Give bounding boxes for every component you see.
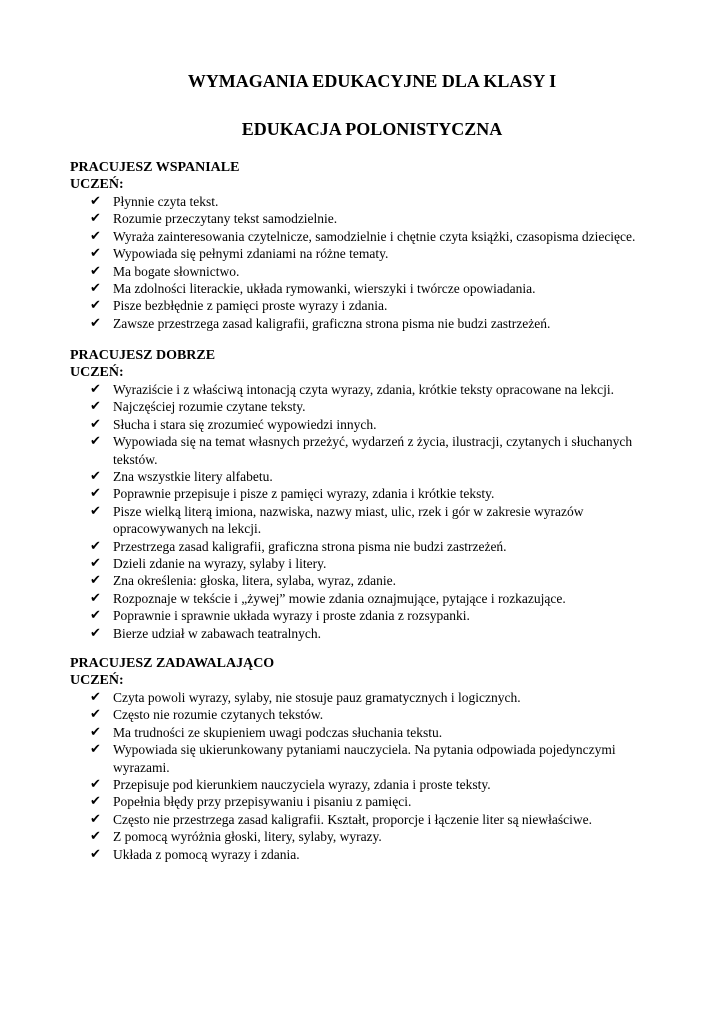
checkmark-icon: ✔ [90, 794, 101, 810]
list-item [90, 607, 674, 624]
list-item [90, 433, 674, 468]
list-item-text: Często nie rozumie czytanych tekstów. [113, 707, 324, 723]
list-item [90, 297, 674, 314]
checklist [70, 381, 674, 642]
list-item-text: Wyraża zainteresowania czytelnicze, samodzielnie i chętnie czyta książki, czasopisma dziecięce. [113, 228, 636, 244]
list-item-text: Przepisuje pod kierunkiem nauczyciela wyrazy, zdania i proste teksty. [113, 777, 491, 793]
checklist [70, 193, 674, 332]
section-label: UCZEŃ: [70, 365, 124, 380]
list-item [90, 193, 674, 210]
checkmark-icon: ✔ [90, 399, 101, 415]
list-item-text: Wypowiada się ukierunkowany pytaniami nauczyciela. Na pytania odpowiada pojedynczymi wyrazami. [113, 742, 616, 775]
list-item [90, 468, 674, 485]
section-zadawalajaco [70, 655, 674, 863]
document-subtitle: EDUKACJA POLONISTYCZNA [241, 119, 503, 139]
checkmark-icon: ✔ [90, 690, 101, 705]
list-item-text: Zna określenia: głoska, litera, sylaba, wyraz, zdanie. [113, 573, 397, 589]
list-item [90, 280, 674, 297]
list-item-text: Bierze udział w zabawach teatralnych. [113, 625, 322, 641]
list-item-text: Często nie przestrzega zasad kaligrafii. Kształt, proporcje i łączenie liter są niewłaściwe. [113, 811, 593, 827]
list-item [90, 846, 674, 863]
checkmark-icon: ✔ [90, 503, 101, 519]
checkmark-icon: ✔ [90, 724, 101, 740]
list-item-text: Wypowiada się pełnymi zdaniami na różne tematy. [113, 246, 389, 262]
checkmark-icon: ✔ [90, 742, 101, 758]
list-item [90, 689, 674, 706]
list-item-text: Ma zdolności literackie, układa rymowanki, wierszyki i twórcze opowiadania. [113, 281, 536, 297]
list-item-text: Ma trudności ze skupieniem uwagi podczas słuchania tekstu. [113, 724, 443, 740]
checkmark-icon: ✔ [90, 573, 101, 589]
list-item-text: Poprawnie przepisuje i pisze z pamięci wyrazy, zdania i krótkie teksty. [113, 486, 495, 502]
checkmark-icon: ✔ [90, 625, 101, 641]
checkmark-icon: ✔ [90, 590, 101, 606]
list-item [90, 538, 674, 555]
list-item-text: Słucha i stara się zrozumieć wypowiedzi innych. [113, 416, 377, 432]
list-item [90, 572, 674, 589]
section-label: UCZEŃ: [70, 177, 124, 192]
section-heading: PRACUJESZ WSPANIALE [70, 160, 240, 175]
checkmark-icon: ✔ [90, 228, 101, 244]
section-dobrze [70, 347, 674, 642]
list-item-text: Dzieli zdanie na wyrazy, sylaby i litery. [113, 556, 327, 572]
list-item-text: Pisze wielką literą imiona, nazwiska, nazwy miast, ulic, rzek i gór w zakresie wyrazów opracowywanych na lekcji. [113, 503, 584, 537]
checkmark-icon: ✔ [90, 246, 101, 262]
checkmark-icon: ✔ [90, 298, 101, 314]
list-item [90, 724, 674, 741]
section-wspaniale [70, 159, 674, 332]
section-label: UCZEŃ: [70, 673, 124, 688]
list-item-text: Poprawnie i sprawnie układa wyrazy i proste zdania z rozsypanki. [113, 608, 470, 624]
list-item [90, 210, 674, 227]
section-heading: PRACUJESZ DOBRZE [70, 348, 216, 363]
list-item [90, 793, 674, 810]
checkmark-icon: ✔ [90, 416, 101, 432]
list-item [90, 228, 674, 245]
checkmark-icon: ✔ [90, 777, 101, 793]
list-item [90, 245, 674, 262]
list-item-text: Rozumie przeczytany tekst samodzielnie. [113, 211, 338, 227]
list-item-text: Rozpoznaje w tekście i „żywej” mowie zdania oznajmujące, pytające i rozkazujące. [113, 590, 566, 606]
document-title: WYMAGANIA EDUKACYJNE DLA KLASY I [187, 71, 557, 91]
list-item [90, 811, 674, 828]
list-item [90, 555, 674, 572]
list-item [90, 315, 674, 332]
list-item [90, 741, 674, 776]
list-item-text: Najczęściej rozumie czytane teksty. [113, 399, 306, 415]
checkmark-icon: ✔ [90, 382, 101, 397]
list-item-text: Wypowiada się na temat własnych przeżyć, wydarzeń z życia, ilustracji, czytanych i słuchanych tekstów. [113, 434, 633, 467]
list-item [90, 625, 674, 642]
checkmark-icon: ✔ [90, 469, 101, 485]
list-item-text: Przestrzega zasad kaligrafii, graficzna strona pisma nie budzi zastrzeżeń. [113, 538, 507, 554]
checklist [70, 689, 674, 863]
checkmark-icon: ✔ [90, 434, 101, 450]
list-item [90, 503, 674, 538]
checkmark-icon: ✔ [90, 486, 101, 502]
list-item [90, 828, 674, 845]
list-item [90, 416, 674, 433]
checkmark-icon: ✔ [90, 811, 101, 827]
checkmark-icon: ✔ [90, 608, 101, 624]
list-item-text: Wyraziście i z właściwą intonacją czyta wyrazy, zdania, krótkie teksty opracowane na lekcji. [113, 382, 614, 397]
list-item [90, 263, 674, 280]
list-item-text: Z pomocą wyróżnia głoski, litery, sylaby, wyrazy. [113, 829, 382, 845]
list-item-text: Układa z pomocą wyrazy i zdania. [113, 846, 300, 862]
checkmark-icon: ✔ [90, 263, 101, 279]
list-item-text: Zawsze przestrzega zasad kaligrafii, graficzna strona pisma nie budzi zastrzeżeń. [113, 315, 551, 331]
checkmark-icon: ✔ [90, 315, 101, 331]
checkmark-icon: ✔ [90, 281, 101, 297]
list-item [90, 398, 674, 415]
checkmark-icon: ✔ [90, 829, 101, 845]
checkmark-icon: ✔ [90, 211, 101, 227]
list-item-text: Płynnie czyta tekst. [113, 194, 219, 209]
checkmark-icon: ✔ [90, 556, 101, 572]
checkmark-icon: ✔ [90, 194, 101, 209]
list-item [90, 706, 674, 723]
list-item [90, 485, 674, 502]
list-item [90, 381, 674, 398]
list-item-text: Czyta powoli wyrazy, sylaby, nie stosuje pauz gramatycznych i logicznych. [113, 690, 521, 705]
checkmark-icon: ✔ [90, 846, 101, 862]
list-item-text: Ma bogate słownictwo. [113, 263, 240, 279]
list-item [90, 590, 674, 607]
checkmark-icon: ✔ [90, 538, 101, 554]
list-item-text: Popełnia błędy przy przepisywaniu i pisaniu z pamięci. [113, 794, 412, 810]
list-item-text: Zna wszystkie litery alfabetu. [113, 469, 273, 485]
checkmark-icon: ✔ [90, 707, 101, 723]
list-item [90, 776, 674, 793]
list-item-text: Pisze bezbłędnie z pamięci proste wyrazy i zdania. [113, 298, 388, 314]
section-heading: PRACUJESZ ZADAWALAJĄCO [70, 656, 275, 671]
